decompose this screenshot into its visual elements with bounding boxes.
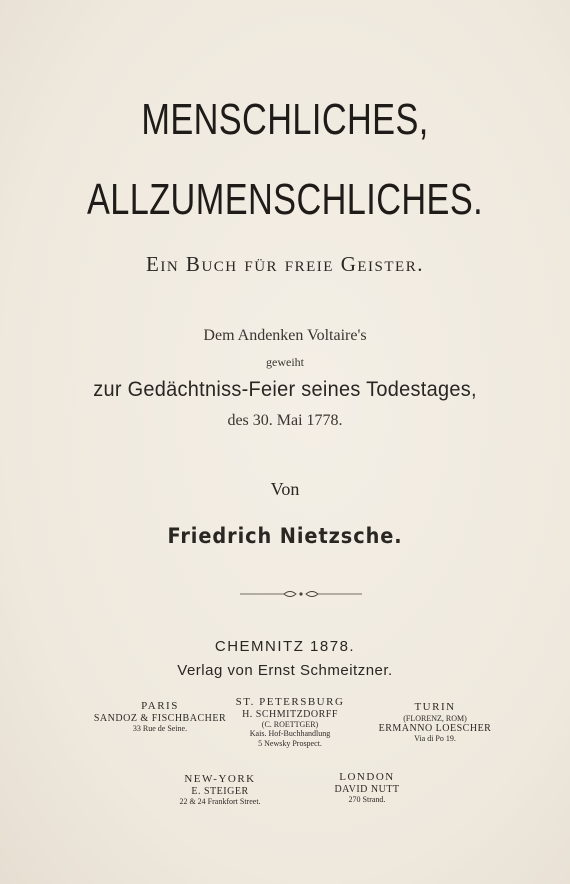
- agent-firm: DAVID NUTT: [334, 783, 400, 795]
- agent-new-york: [155, 773, 285, 806]
- agent-petersburg: [225, 696, 355, 748]
- agent-note: (C. ROETTGER): [261, 720, 319, 730]
- book-title-line-1: MENSCHLICHES,: [141, 95, 429, 144]
- imprint-place: CHEMNITZ 1878.: [214, 638, 356, 655]
- agent-city: NEW-YORK: [184, 773, 256, 785]
- author-name: Friedrich Nietzsche.: [167, 524, 403, 548]
- agent-london: [307, 771, 427, 804]
- book-title-line-2: ALLZUMENSCHLICHES.: [86, 175, 484, 224]
- agent-address: 22 & 24 Frankfort Street.: [179, 797, 261, 807]
- dedication-line-3: zur Gedächtniss-Feier seines Todestages,: [93, 378, 477, 401]
- agent-note: (FLORENZ, ROM): [403, 713, 467, 723]
- agent-city: TURIN: [414, 701, 456, 713]
- imprint-publisher: Verlag von Ernst Schmeitzner.: [177, 662, 393, 679]
- agent-city: PARIS: [141, 700, 179, 712]
- agent-address: 33 Rue de Seine.: [132, 724, 188, 734]
- agent-firm: ERMANNO LOESCHER: [378, 722, 492, 734]
- agent-address: Kais. Hof-Buchhandlung: [249, 729, 331, 739]
- book-subtitle: Ein Buch für freie Geister.: [146, 252, 424, 276]
- by-label: Von: [270, 479, 300, 499]
- dedication-line-1: Dem Andenken Voltaire's: [203, 327, 367, 344]
- agent-address: 5 Newsky Prospect.: [258, 738, 322, 748]
- dedication-line-4: des 30. Mai 1778.: [227, 412, 343, 429]
- agent-address: Via di Po 19.: [414, 734, 456, 744]
- agent-city: LONDON: [339, 771, 395, 783]
- agent-address: 270 Strand.: [348, 795, 386, 805]
- agent-firm: SANDOZ & FISCHBACHER: [93, 712, 227, 724]
- agent-city: ST. PETERSBURG: [235, 696, 345, 708]
- ornament-divider-icon: [240, 588, 362, 600]
- agent-paris: [85, 700, 235, 733]
- dedication-line-2: geweiht: [266, 355, 304, 369]
- agent-firm: E. STEIGER: [191, 785, 249, 797]
- agent-firm: H. SCHMITZDORFF: [242, 708, 338, 720]
- agent-turin: [360, 701, 510, 744]
